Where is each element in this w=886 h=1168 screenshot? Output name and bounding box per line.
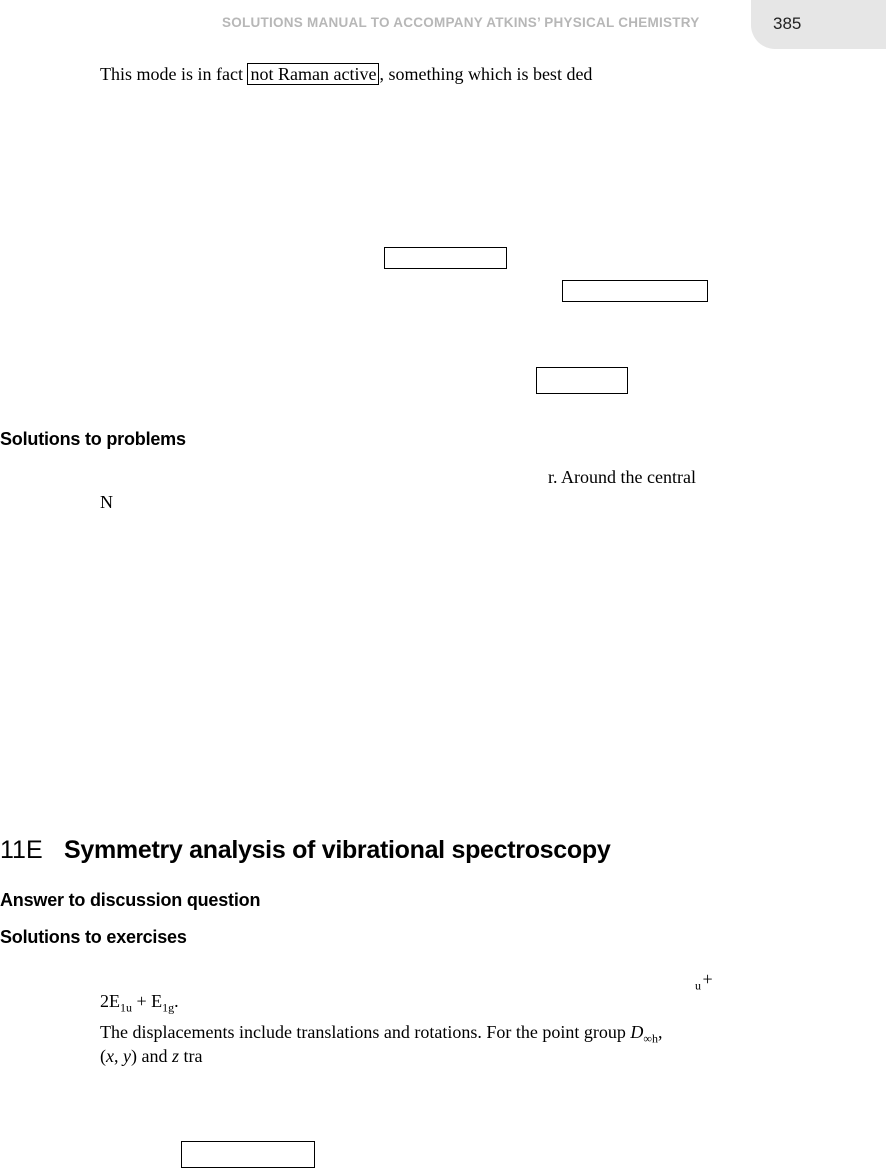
- exercises-paragraph-comma: ,: [657, 1022, 663, 1042]
- point-group-subscript: ∞h: [643, 1031, 658, 1046]
- fragment-tra: tra: [179, 1046, 203, 1066]
- exercises-paragraph-line2: [100, 1045, 203, 1067]
- exercises-line2-term1-sub: 1u: [120, 1000, 132, 1015]
- var-y: y: [123, 1046, 131, 1066]
- exercises-line2-end: .: [174, 991, 179, 1011]
- exercises-fragment-u-plus: [695, 968, 713, 993]
- running-header-title: SOLUTIONS MANUAL TO ACCOMPANY ATKINS’ PHYSICAL CHEMISTRY: [222, 15, 700, 30]
- var-x: x: [106, 1046, 114, 1066]
- answer-box-4: [181, 1141, 315, 1168]
- problems-text-line2: N: [100, 492, 113, 512]
- heading-solutions-to-problems: Solutions to problems: [0, 429, 186, 449]
- heading-solutions-to-exercises: Solutions to exercises: [0, 927, 187, 947]
- exercises-paragraph-line1: [100, 1021, 663, 1046]
- problems-text-line1: r. Around the central: [548, 467, 696, 487]
- exercises-fragment-plus: +: [702, 969, 713, 989]
- answer-box-3: [536, 367, 628, 394]
- var-z: z: [172, 1046, 180, 1066]
- paren-open: (: [100, 1046, 106, 1066]
- section-number: 11E: [0, 836, 43, 864]
- boxed-answer-not-raman-active: not Raman active: [247, 63, 379, 85]
- section-title: Symmetry analysis of vibrational spectroscopy: [64, 836, 611, 864]
- paren-close: ): [131, 1046, 137, 1066]
- word-and: and: [137, 1046, 172, 1066]
- heading-answer-to-discussion-question: Answer to discussion question: [0, 890, 261, 910]
- answer-box-1: [384, 247, 507, 269]
- point-group-symbol: D: [630, 1022, 644, 1042]
- exercises-paragraph-text: The displacements include translations and rotations. For the point group: [100, 1022, 631, 1042]
- page-number-tab: [751, 0, 886, 49]
- paragraph-raman-text-after: , something which is best ded: [379, 64, 593, 84]
- exercises-line2-term2-sub: 1g: [162, 1000, 175, 1015]
- page-number: 385: [773, 14, 802, 33]
- answer-box-2: [562, 280, 708, 302]
- comma: ,: [114, 1046, 123, 1066]
- exercises-fragment-sub-u: u: [695, 978, 701, 993]
- paragraph-raman-text-before: This mode is in fact: [100, 64, 248, 84]
- exercises-line2-term1: 2E: [100, 991, 120, 1011]
- exercises-line2: [100, 990, 179, 1015]
- section-heading: [0, 836, 610, 865]
- exercises-line2-term2: + E: [132, 991, 163, 1011]
- paragraph-raman: [100, 63, 592, 85]
